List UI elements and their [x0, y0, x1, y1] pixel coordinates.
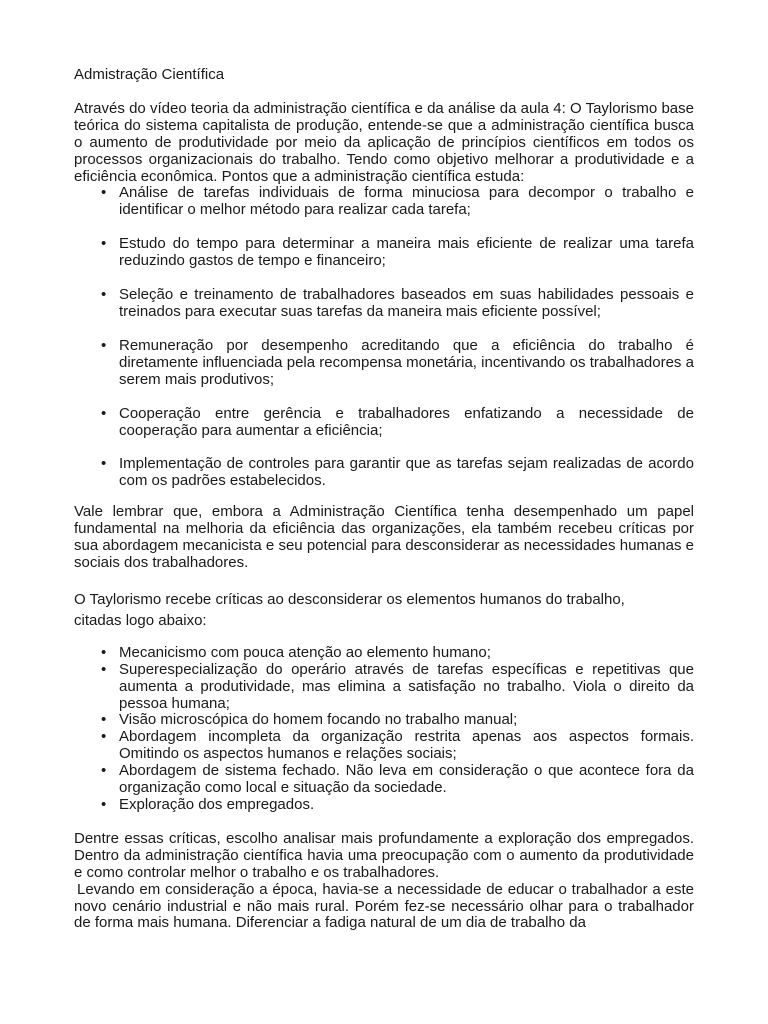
principles-list: [74, 185, 694, 490]
bullet-icon: •: [101, 762, 107, 780]
list-item: • Implementação de controles para garantir que as tarefas sejam realizadas de acordo com os padrões estabelecidos.: [101, 455, 694, 490]
intro-paragraph: Através do vídeo teoria da administração científica e da análise da aula 4: O Taylorismo base teórica do sistema capitalista de produção, entende-se que a administração científica busca o aumento de produtividade por meio da aplicação de princípios científicos em todos os processos organizacionais do trabalho. Tendo como objetivo melhorar a produtividade e a eficiência econômica. Pontos que a administração científica estuda:: [74, 99, 694, 185]
paragraph-historical-context: Levando em consideração a época, havia-se a necessidade de educar o trabalhador a este novo cenário industrial e não mais rural. Porém fez-se necessário olhar para o trabalhador de forma mais humana. Diferenciar a fadiga natural de um dia de trabalho da: [74, 880, 694, 932]
bullet-icon: •: [101, 796, 107, 813]
critiques-intro-line-1: O Taylorismo recebe críticas ao desconsiderar os elementos humanos do trabalho,: [74, 590, 625, 608]
bullet-icon: •: [101, 728, 107, 746]
critiques-intro-line-2: citadas logo abaixo:: [74, 611, 207, 629]
list-item: • Visão microscópica do homem focando no trabalho manual;: [101, 711, 518, 729]
bullet-icon: •: [101, 643, 107, 661]
list-item: • Mecanicismo com pouca atenção ao elemento humano;: [101, 643, 491, 661]
list-item: • Remuneração por desempenho acreditando que a eficiência do trabalho é diretamente influenciada pela recompensa monetária, incentivando os trabalhadores a serem mais produtivos;: [101, 336, 694, 388]
document-page: [74, 67, 694, 932]
spacer: [74, 814, 694, 831]
list-item: • Cooperação entre gerência e trabalhadores enfatizando a necessidade de cooperação para aumentar a eficiência;: [101, 404, 694, 439]
list-item: • Abordagem de sistema fechado. Não leva em consideração o que acontece fora da organização como local e situação da sociedade.: [101, 762, 694, 797]
bullet-icon: •: [101, 184, 107, 202]
bullet-icon: •: [101, 235, 107, 253]
list-item: • Seleção e treinamento de trabalhadores baseados em suas habilidades pessoais e treinados para executar suas tarefas da maneira mais eficiente possível;: [101, 286, 694, 320]
list-item: • Abordagem incompleta da organização restrita apenas aos aspectos formais. Omitindo os aspectos humanos e relações sociais;: [101, 728, 694, 763]
bullet-icon: •: [101, 711, 107, 729]
list-item: • Exploração dos empregados.: [101, 796, 315, 813]
list-item: • Superespecialização do operário através de tarefas específicas e repetitivas que aumenta a produtividade, mas elimina a satisfação no trabalho. Viola o direito da pessoa humana;: [101, 660, 694, 712]
list-item: • Análise de tarefas individuais de forma minuciosa para decompor o trabalho e identificar o melhor método para realizar cada tarefa;: [101, 184, 694, 219]
list-item: • Estudo do tempo para determinar a maneira mais eficiente de realizar uma tarefa reduzindo gastos de tempo e financeiro;: [101, 235, 694, 270]
bullet-icon: •: [101, 660, 107, 678]
document-title: Admistração Científica: [74, 66, 225, 83]
paragraph-exploitation-analysis: Dentre essas críticas, escolho analisar mais profundamente a exploração dos empregados. Dentro da administração científica havia uma preocupação com o aumento da produtividade e como controlar melhor o trabalho e os trabalhadores.: [74, 829, 694, 881]
critiques-intro: [74, 589, 694, 631]
bullet-icon: •: [101, 286, 107, 304]
paragraph-mechanicist-critique: Vale lembrar que, embora a Administração Científica tenha desempenhado um papel fundamental na melhoria da eficiência das organizações, ela também recebeu críticas por sua abordagem mecanicista e seu potencial para desconsiderar as necessidades humanas e sociais dos trabalhadores.: [74, 503, 694, 571]
bullet-icon: •: [101, 455, 107, 473]
critiques-list: [74, 645, 694, 814]
spacer: [74, 631, 694, 645]
spacer: [74, 490, 694, 504]
bullet-icon: •: [101, 336, 107, 354]
spacer: [74, 572, 694, 589]
bullet-icon: •: [101, 404, 107, 422]
